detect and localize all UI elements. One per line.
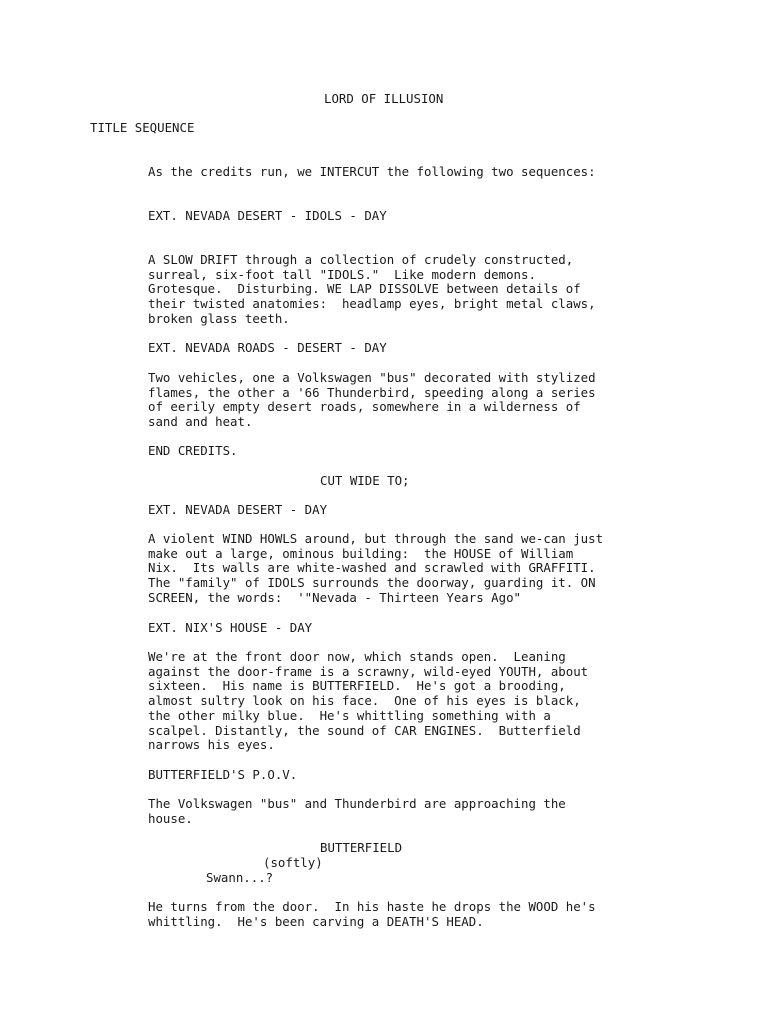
scene-action-desert: A violent WIND HOWLS around, but through the sand we-can just make out a large, ominous building: the HOUSE of William Nix. Its walls are white-washed and scrawled with GRAFFITI. The "family" of IDOLS surrounds the doorway, guarding it. ON SCREEN, the words: '"Nevada - Thirteen Years Ago": [148, 531, 604, 605]
scene-heading-idols: EXT. NEVADA DESERT - IDOLS - DAY: [148, 208, 387, 223]
parenthetical: (softly): [263, 855, 323, 870]
end-credits: END CREDITS.: [148, 443, 238, 458]
section-heading: TITLE SEQUENCE: [90, 120, 195, 135]
final-action: He turns from the door. In his haste he drops the WOOD he's whittling. He's been carving a DEATH'S HEAD.: [148, 899, 596, 929]
scene-action-nix-house: We're at the front door now, which stands open. Leaning against the door-frame is a scrawny, wild-eyed YOUTH, about sixteen. His name is BUTTERFIELD. He's got a brooding, almost sultry look on his face. One of his eyes is black, the other milky blue. He's whittling something with a scalpel. Distantly, the sound of CAR ENGINES. Butterfield narrows his eyes.: [148, 649, 589, 753]
transition: CUT WIDE TO;: [320, 473, 410, 488]
script-title: LORD OF ILLUSION: [324, 91, 444, 106]
scene-action-roads: Two vehicles, one a Volkswagen "bus" decorated with stylized flames, the other a '66 Thunderbird, speeding along a series of eerily empty desert roads, somewhere in a wilderness of sand and heat.: [148, 370, 596, 430]
scene-heading-roads: EXT. NEVADA ROADS - DESERT - DAY: [148, 340, 387, 355]
intro-action: As the credits run, we INTERCUT the following two sequences:: [148, 164, 596, 179]
scene-action-idols: A SLOW DRIFT through a collection of crudely constructed, surreal, six-foot tall "IDOLS." Like modern demons. Grotesque. Disturbing. WE LAP DISSOLVE between details of their twisted anatomies: headlamp eyes, bright metal claws, broken glass teeth.: [148, 252, 596, 326]
character-name: BUTTERFIELD: [320, 840, 403, 855]
pov-action: The Volkswagen "bus" and Thunderbird are approaching the house.: [148, 796, 566, 826]
scene-heading-desert: EXT. NEVADA DESERT - DAY: [148, 502, 328, 517]
dialogue: Swann...?: [206, 870, 274, 885]
scene-heading-nix-house: EXT. NIX'S HOUSE - DAY: [148, 620, 313, 635]
pov-heading: BUTTERFIELD'S P.O.V.: [148, 767, 298, 782]
